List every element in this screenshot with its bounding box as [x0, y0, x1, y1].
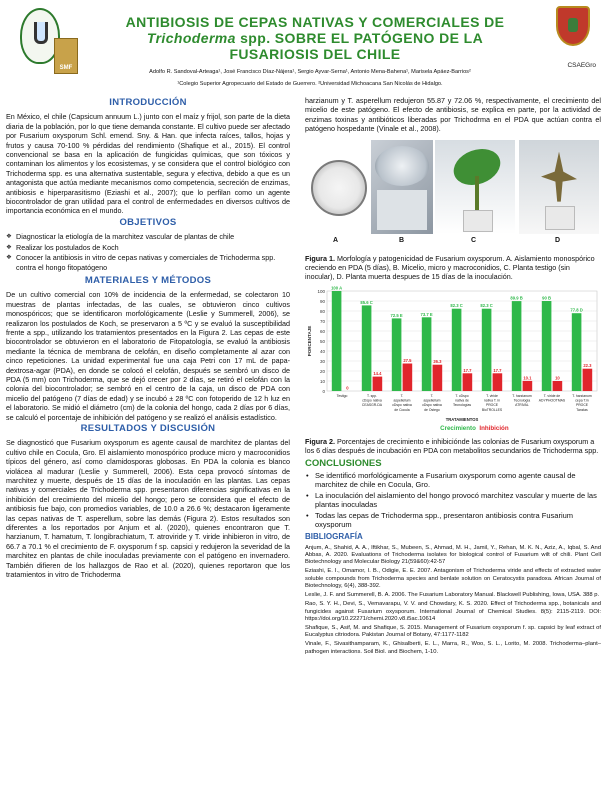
data-label: 17.7	[493, 367, 502, 373]
data-label: 72.5 E	[390, 312, 403, 318]
figure-2-caption	[305, 437, 601, 455]
bar-crecimiento	[422, 317, 432, 391]
figure-1-label-b: B	[399, 236, 405, 244]
society-logo-text: SMF	[59, 65, 73, 71]
legend-item: Crecimiento	[440, 424, 476, 432]
reference-item: Anjum, A., Shahid, A. A., Iftikhar, S., Mubeen, S., Ahmad, M. H., Jamil, Y., Rehan, M. K. N., Aziz, A., Iqbal, S. And Abbas, A. 2020. Evaluations of Trichoderma isolates for biological control of Fusarium wilt of chili. Plant Cell Biotechnology and Molecular Biology 21(59&60):42-57	[305, 544, 601, 566]
bibliography-heading: BIBLIOGRAFÍA	[305, 532, 363, 542]
figure-1-label-a: A	[333, 236, 339, 244]
y-tick-label: 20	[319, 368, 325, 374]
data-label: 17.7	[463, 367, 472, 373]
intro-text: En México, el chile (Capsicum annuum L.) junto con el maíz y frijol, son parte de la dieta diaria de la población, por lo que tiene demanda constante. El cultivo puede ser afectado por Fusarium oxysporum Schl. emend. Sny. & Han. que infecta raíces, tallos, hojas y frutos y causa 70-100 % pérdidas del rendimiento (Shafique et al., 2015). El control convencional se basa en la aplicación de fungicidas químicas, que son tóxicos y contaminan los alimentos y los ecosistemas, y se considera que el control biológico con Trichoderma spp. es una alternativa sustentable, segura y efectiva, debido a que es un antagonista que actúa mediante mecanismos como competencia, secreción de enzimas, antibiosis e hiperparasitismo (Eziashi et al., 2007); que lo perfilan como un agente biocontrolador de gran utilidad para el control de enfermedades en diversos cultivos de importancia económica en el mundo.	[6, 112, 290, 216]
reference-item: Vinale, F., Sivasithamparam, K., Ghisalberti, E. L., Marra, R., Woo, S. L., Lorito, M. 2008. Trichoderma–plant–pathogen interactions. Soil Biol. and Biochem, 1-10.	[305, 641, 601, 655]
figure-1-label-d: D	[555, 236, 561, 244]
y-tick-label: 80	[319, 308, 325, 314]
y-tick-label: 50	[319, 338, 325, 344]
society-logo	[54, 38, 78, 74]
x-tick-label: Testigo	[336, 393, 348, 398]
conidia-image	[377, 190, 427, 230]
title-line-2	[110, 30, 520, 46]
data-label: 27.5	[403, 357, 412, 363]
x-tick-label: ADYPHOOTMAS	[538, 398, 566, 403]
y-tick-label: 60	[319, 328, 325, 334]
bar-inhibición	[523, 381, 533, 391]
data-label: 0	[346, 385, 349, 391]
data-label: 82.3 C	[480, 302, 493, 308]
x-tick-label: T. harzianum	[512, 393, 532, 398]
x-tick-label: BioTROLLES	[481, 407, 503, 412]
y-tick-label: 30	[319, 358, 325, 364]
institution-logo-right	[552, 6, 594, 54]
reference-item: Eziashi, E. I., Omamor, I. B., Odigie, E. E. 2007. Antagonism of Trichoderma viride and effects of extracted water soluble compounds from Trichoderma species and benlate solution on Ceratocystis paradoxa. African Journal of Biotechnology, 6(4), 388-392.	[305, 568, 601, 589]
x-tick-label: de Cocula	[394, 407, 410, 412]
title-line-1: ANTIBIOSIS DE CEPAS NATIVAS Y COMERCIALES DE	[125, 14, 505, 30]
stem-image	[475, 176, 479, 212]
data-label: 10.1	[523, 375, 532, 381]
flask-icon	[34, 22, 48, 44]
affiliations: ¹Colegio Superior Agropecuario del Estado de Guerrero. ²Universidad Michoacana San Nicolás de Hidalgo.	[177, 81, 443, 87]
y-tick-label: 90	[319, 298, 325, 304]
x-tick-label: PROCE	[575, 402, 589, 407]
title-genus: Trichoderma	[146, 30, 236, 46]
data-label: 85.6 C	[360, 299, 373, 305]
petri-dish-image	[311, 160, 367, 216]
bar-inhibición	[433, 364, 443, 390]
title-line-2-rest: spp. SOBRE EL PATÓGENO DE LA	[235, 30, 484, 46]
poster-header	[0, 0, 608, 100]
pot-image	[463, 210, 493, 232]
x-tick-label: cDspo nativa	[362, 398, 382, 403]
x-tick-label: T.	[400, 393, 404, 398]
dead-plant-image	[541, 152, 577, 202]
x-tick-label: aspellellum	[393, 398, 411, 403]
objective-item: ❖ Diagnosticar la etiología de la marchitez vascular de plantas de chile	[6, 232, 290, 241]
poster-title	[110, 14, 520, 62]
data-label: 73.7 E	[420, 311, 433, 317]
x-tick-label: CEASGR-DA	[361, 402, 383, 407]
right-column	[305, 96, 601, 658]
figure-1-caption-label: Figura 1.	[305, 253, 335, 263]
intro-heading: INTRODUCCIÓN	[109, 97, 187, 108]
authors: Adolfo R. Sandoval-Arteaga¹, José Francisco Díaz-Nájera¹, Sergio Ayvar-Serna¹, Antonio Mena-Bahena¹, Marisela Apáez-Barrios²	[149, 69, 471, 75]
data-label: 26.3	[433, 358, 442, 364]
x-tick-label: nativa de	[455, 398, 469, 403]
x-tick-label: T. viride	[486, 393, 498, 398]
bar-inhibición	[463, 373, 473, 391]
photo-control-plant	[435, 140, 515, 234]
bar-inhibición	[583, 368, 593, 390]
reference-item: Shafique, S., Asif, M. and Shafique, S. 2015. Management of Fusarium oxysporum f. sp. capsici by leaf extract of Eucalyptus citriodora. Pakistan Journal of Botany, 47:1177-1182	[305, 624, 601, 639]
methods-text: De un cultivo comercial con 10% de incidencia de la enfermedad, se colectaron 10 muestras de plantas infectadas, de las cuales, se obtuvieron cinco cultivos monospóricos; que se identificaron morfológicamente (Leslie y Summerell, 2006), se realizaron los postulados de Koch, se preservaron a 5 ºC y se evaluó la susceptibilidad frente a spp., utilizando los tratamientos presentados en la Figura 2. Las cepas de este biocontrolador se obtuvieron en el laboratorio de Fitopatología, se evaluó la antibiosis mediante la técnica de membrana de celofán, en diseño completamente al azar con cinco repeticiones. La unidad experimental fue una caja Petri con 17 mL de papa-dextrosa-agar (PDA), en donde se colocó el celofán, después se sembró un disco de PDA (5 mm) con Trichoderma, que se dejó crecer por 2 días, se retiró el celofán con la colonia del biocontrolador; se sembró en el centro de la caja, un disco de PDA con micelio del patógeno (7 días de edad) y se incubó ± 28 ºC con fotoperido de 12 h luz en el laboratorio. Se midió el diámetro (cm) de la colonia del hongo, cada 2 días por 6 días, se calculó el porcentaje de inhibición del patógeno y se realizó el análisis estadístico.	[6, 290, 290, 422]
conclusion-item: • Se identificó morfológicamente a Fusarium oxysporum como agente causal de marchitez de chile en Cocula, Gro.	[305, 471, 601, 490]
data-label: 82.3 C	[450, 302, 463, 308]
bar-crecimiento	[482, 308, 492, 390]
y-tick-label: 100	[317, 288, 325, 294]
data-label: 77.8 D	[570, 307, 583, 313]
x-tick-label: Tanzlas	[576, 407, 588, 412]
left-column	[6, 96, 290, 582]
bar-inhibición	[553, 381, 563, 391]
x-tick-label: PROCE	[485, 402, 499, 407]
bar-crecimiento	[452, 308, 462, 390]
conclusion-item: • La inoculación del aislamiento del hongo provocó marchitez vascular y muerte de las plantas inoculadas	[305, 491, 601, 510]
legend-item: Inhibición	[479, 424, 509, 432]
title-line-3: FUSARIOSIS DEL CHILE	[229, 46, 401, 62]
x-tick-label: aspellellum	[423, 398, 441, 403]
x-tick-label: Tecnología	[513, 398, 531, 403]
figure-1-caption	[305, 254, 601, 281]
bar-crecimiento	[332, 291, 342, 391]
x-axis-label: TRATAMIENTOS	[445, 416, 479, 422]
objectives-heading: OBJETIVOS	[119, 216, 177, 228]
data-label: 89.9 B	[510, 295, 523, 301]
x-tick-label: Tecnologías	[452, 402, 472, 407]
data-label: 100 A	[331, 285, 343, 291]
bar-inhibición	[493, 373, 503, 391]
results-text: Se diagnosticó que Fusarium oxysporum es agente causal de marchitez de plantas del cultivo chile en Cocula, Gro. El aislamiento monospórico produce micro y macroconidios típicos del género, así como clamidosporas globosas. En PDA la colonia es blanco violácea al madurar (Leslie y Summerell, 2006). Esta cepa provocó síntomas de marchitez y muerte, después de 15 días de la inoculación en las plantas. Las cepas nativas y comerciales de Trichoderma spp. presentaron diferencias significativas en la inhibición del crecimiento del micelio del hongo; pero se considera que el efecto de antibiosis fue bajo, con promedios variables, de 10.0 a 26.6 %; destacaron ligeramente las cepas nativas de T. asperellum, sobre las demás (Figura 2). Estos resultados son diferentes a los reportados por Anjum et al. (2020), quienes encontraron que T. harzianum, T. hamatum, T. longibrachiatum, T. atroviride y T. viride inhibieron in vitro, de 66.7 a 70.1 % el crecimiento de F. oxysporum f sp. capsici y redujeron la severidad de la marchitez en plantas de chile inoculadas previamente con el patógeno en invernadero. También difieren de los hallazgos de Rao et al. (2020), quienes reportaron que los tratamientos in vitro de Trichoderma	[6, 438, 290, 580]
x-tick-label: cepa T.in	[575, 398, 589, 403]
figure-2-caption-label: Figura 2.	[305, 436, 335, 446]
x-tick-label: T.	[430, 393, 434, 398]
bar-inhibición	[403, 363, 413, 391]
x-tick-label: T. viride de	[543, 393, 561, 398]
objective-item: ❖ Conocer la antibiosis in vitro de cepas nativas y comerciales de Trichoderma spp. contra el hongo fitopatógeno	[6, 253, 290, 272]
x-tick-label: de Ostego	[424, 407, 440, 412]
photo-micrographs	[371, 140, 433, 234]
x-tick-label: nativa T. in	[483, 398, 501, 403]
bar-chart	[305, 285, 601, 433]
x-tick-label: T. cDspo	[455, 393, 469, 398]
y-tick-label: 40	[319, 348, 325, 354]
objective-item: ❖ Realizar los postulados de Koch	[6, 243, 290, 252]
x-tick-label: T. spp.	[367, 393, 377, 398]
conclusions-heading: CONCLUSIONES	[305, 457, 382, 469]
bar-crecimiento	[512, 301, 522, 391]
figure-1-label-c: C	[471, 236, 477, 244]
x-tick-label: T. harzianum	[572, 393, 592, 398]
data-label: 10	[555, 375, 560, 381]
conclusion-item: • Todas las cepas de Trichoderma spp., presentaron antibiosis contra Fusarium oxysporum	[305, 511, 601, 530]
reference-item: Rao, S. Y. H., Devi, S., Vemavarapu, V. V. and Chowdary, K. S. 2020. Effect of Trichoderma spp., botanicals and fungicides against Fusarium oxysporum. International Journal of Chemical Studies. 8(5): 2115-2119. DOI: https://doi.org/10.22271/chemi.2020.v8.i5ac.10614	[305, 601, 601, 622]
bar-inhibición	[373, 376, 383, 390]
bar-crecimiento	[392, 318, 402, 391]
pot-image	[545, 206, 575, 230]
y-tick-label: 0	[322, 388, 325, 394]
figure-2-chart	[305, 285, 601, 433]
x-tick-label: cDspo nativa	[422, 402, 442, 407]
data-label: 90 B	[542, 295, 552, 301]
photo-petri-dish	[307, 140, 369, 234]
shield-icon	[556, 6, 590, 46]
bar-crecimiento	[572, 313, 582, 391]
data-label: 14.4	[373, 370, 382, 376]
figure-1	[305, 140, 601, 252]
y-tick-label: 10	[319, 378, 325, 384]
data-label: 22.3	[583, 362, 592, 368]
figure-2-caption-text: Porcentajes de crecimiento e inhibiciónde las colonias de Fusarium oxysporum a los 6 días después de incubación en PDA con metabolitos secundarios de Trichoderma spp.	[305, 436, 599, 455]
conclusions-list	[305, 471, 601, 529]
methods-heading: MATERIALES Y MÉTODOS	[84, 274, 212, 286]
institution-logo-text: CSAEGro	[567, 62, 596, 69]
x-tick-label: cDspo nativa	[392, 402, 412, 407]
x-tick-label: ATRIVAL	[515, 402, 529, 407]
photo-dead-plant	[519, 140, 599, 234]
bar-crecimiento	[362, 305, 372, 391]
y-tick-label: 70	[319, 318, 325, 324]
bar-crecimiento	[542, 301, 552, 391]
results-heading: RESULTADOS Y DISCUSIÓN	[80, 423, 216, 434]
micrograph-image	[375, 146, 429, 186]
figure-1-caption-text: Morfología y patogenicidad de Fusarium oxysporum. A. Aislamiento monospórico creciendo en PDA (5 días), B. Micelio, micro y macroconidios, C. Planta testigo (sin inocular), D. Planta muerta despues de 15 días de la inoculación.	[305, 253, 595, 281]
y-axis-label: PORCENTAJE	[307, 325, 312, 356]
results-text-continued: harzianum y T. asperellum redujeron 55.87 y 72.06 %, respectivamente, el crecimiento del micelio de este patógeno. El efecto de antibiosis, se explica en parte, por la actividad de enzimas toxinas y antibióticos liberadas por Trichodrma en el PDA que actúan contra el patógeno hospedante (Vinale et al., 2008).	[305, 96, 601, 134]
reference-item: Leslie, J. F. and Summerell, B. A. 2006. The Fusarium Laboratory Manual. Blackwell Publishing, Iowa, USA. 388 p.	[305, 592, 600, 599]
objectives-list	[6, 232, 290, 272]
